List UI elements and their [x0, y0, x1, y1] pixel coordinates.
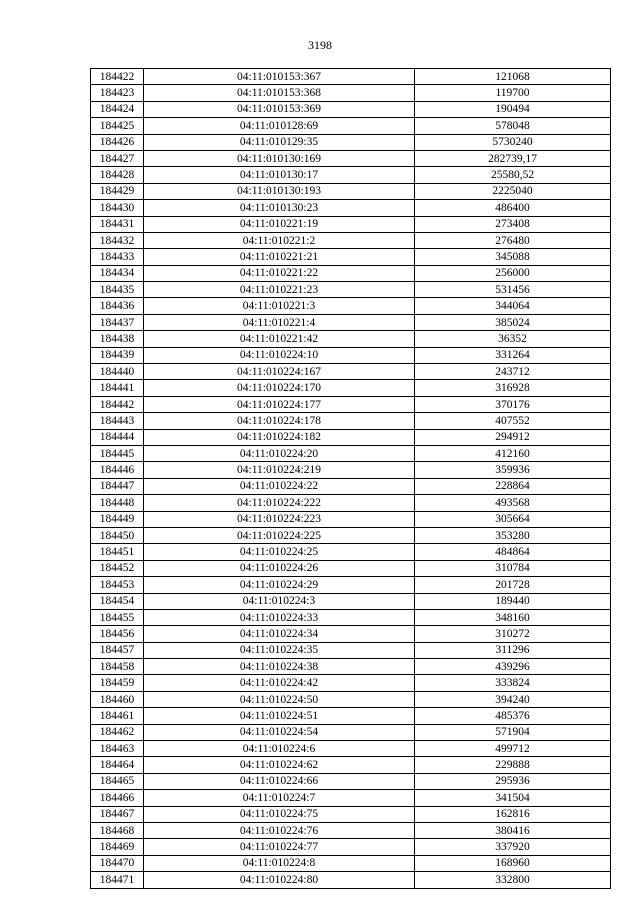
table-row: [91, 331, 611, 347]
cadastral-number-cell: 04:11:010224:222: [144, 495, 415, 511]
cadastral-number-cell: 04:11:010224:167: [144, 364, 415, 380]
cadastral-number-cell: 04:11:010224:225: [144, 527, 415, 543]
cadastral-number-cell: 04:11:010130:17: [144, 167, 415, 183]
table-row: [91, 445, 611, 461]
row-number-cell: 184447: [91, 478, 144, 494]
table-row: [91, 609, 611, 625]
table-row: [91, 462, 611, 478]
table-row: [91, 413, 611, 429]
cadastral-number-cell: 04:11:010130:193: [144, 183, 415, 199]
table-row: [91, 577, 611, 593]
cadastral-number-cell: 04:11:010224:170: [144, 380, 415, 396]
row-number-cell: 184441: [91, 380, 144, 396]
value-cell: 295936: [415, 773, 611, 789]
table-row: [91, 511, 611, 527]
value-cell: 229888: [415, 757, 611, 773]
table-row: [91, 216, 611, 232]
value-cell: 333824: [415, 675, 611, 691]
row-number-cell: 184454: [91, 593, 144, 609]
page-number: 3198: [308, 38, 332, 52]
value-cell: 531456: [415, 282, 611, 298]
table-row: [91, 150, 611, 166]
row-number-cell: 184455: [91, 609, 144, 625]
value-cell: 370176: [415, 396, 611, 412]
value-cell: 162816: [415, 806, 611, 822]
table-row: [91, 380, 611, 396]
value-cell: 486400: [415, 200, 611, 216]
table-row: [91, 347, 611, 363]
value-cell: 345088: [415, 249, 611, 265]
cadastral-number-cell: 04:11:010224:77: [144, 839, 415, 855]
row-number-cell: 184427: [91, 150, 144, 166]
value-cell: 332800: [415, 872, 611, 888]
value-cell: 485376: [415, 708, 611, 724]
value-cell: 310272: [415, 626, 611, 642]
table-row: [91, 773, 611, 789]
row-number-cell: 184428: [91, 167, 144, 183]
value-cell: 273408: [415, 216, 611, 232]
value-cell: 2225040: [415, 183, 611, 199]
value-cell: 385024: [415, 314, 611, 330]
row-number-cell: 184462: [91, 724, 144, 740]
cadastral-number-cell: 04:11:010224:3: [144, 593, 415, 609]
cadastral-number-cell: 04:11:010224:182: [144, 429, 415, 445]
table-row: [91, 806, 611, 822]
row-number-cell: 184464: [91, 757, 144, 773]
cadastral-number-cell: 04:11:010221:19: [144, 216, 415, 232]
table-body: [91, 69, 611, 889]
value-cell: 407552: [415, 413, 611, 429]
cadastral-number-cell: 04:11:010224:54: [144, 724, 415, 740]
row-number-cell: 184459: [91, 675, 144, 691]
table-row: [91, 675, 611, 691]
value-cell: 243712: [415, 364, 611, 380]
row-number-cell: 184430: [91, 200, 144, 216]
table-row: [91, 282, 611, 298]
cadastral-number-cell: 04:11:010224:178: [144, 413, 415, 429]
value-cell: 5730240: [415, 134, 611, 150]
value-cell: 353280: [415, 527, 611, 543]
table-row: [91, 364, 611, 380]
cadastral-number-cell: 04:11:010221:21: [144, 249, 415, 265]
cadastral-number-cell: 04:11:010153:367: [144, 69, 415, 85]
cadastral-number-cell: 04:11:010128:69: [144, 118, 415, 134]
cadastral-number-cell: 04:11:010224:50: [144, 691, 415, 707]
value-cell: 316928: [415, 380, 611, 396]
cadastral-number-cell: 04:11:010224:51: [144, 708, 415, 724]
table-row: [91, 101, 611, 117]
value-cell: 578048: [415, 118, 611, 134]
row-number-cell: 184446: [91, 462, 144, 478]
value-cell: 493568: [415, 495, 611, 511]
cadastral-number-cell: 04:11:010221:42: [144, 331, 415, 347]
table-row: [91, 757, 611, 773]
cadastral-number-cell: 04:11:010224:75: [144, 806, 415, 822]
row-number-cell: 184458: [91, 659, 144, 675]
cadastral-number-cell: 04:11:010224:177: [144, 396, 415, 412]
table-row: [91, 626, 611, 642]
row-number-cell: 184453: [91, 577, 144, 593]
cadastral-number-cell: 04:11:010221:22: [144, 265, 415, 281]
table-row: [91, 724, 611, 740]
row-number-cell: 184468: [91, 822, 144, 838]
row-number-cell: 184448: [91, 495, 144, 511]
cadastral-number-cell: 04:11:010153:369: [144, 101, 415, 117]
value-cell: 201728: [415, 577, 611, 593]
row-number-cell: 184425: [91, 118, 144, 134]
value-cell: 311296: [415, 642, 611, 658]
table-row: [91, 314, 611, 330]
table-row: [91, 200, 611, 216]
value-cell: 380416: [415, 822, 611, 838]
cadastral-number-cell: 04:11:010130:23: [144, 200, 415, 216]
row-number-cell: 184444: [91, 429, 144, 445]
row-number-cell: 184445: [91, 445, 144, 461]
value-cell: 276480: [415, 232, 611, 248]
table-row: [91, 708, 611, 724]
cadastral-number-cell: 04:11:010221:4: [144, 314, 415, 330]
row-number-cell: 184424: [91, 101, 144, 117]
cadastral-number-cell: 04:11:010224:42: [144, 675, 415, 691]
table-row: [91, 741, 611, 757]
table-row: [91, 232, 611, 248]
table-row: [91, 118, 611, 134]
value-cell: 228864: [415, 478, 611, 494]
table-row: [91, 659, 611, 675]
row-number-cell: 184423: [91, 85, 144, 101]
table-row: [91, 872, 611, 888]
table-row: [91, 495, 611, 511]
table-row: [91, 560, 611, 576]
cadastral-number-cell: 04:11:010224:80: [144, 872, 415, 888]
value-cell: 189440: [415, 593, 611, 609]
row-number-cell: 184452: [91, 560, 144, 576]
row-number-cell: 184465: [91, 773, 144, 789]
cadastral-number-cell: 04:11:010224:6: [144, 741, 415, 757]
table-row: [91, 544, 611, 560]
row-number-cell: 184449: [91, 511, 144, 527]
value-cell: 337920: [415, 839, 611, 855]
value-cell: 439296: [415, 659, 611, 675]
cadastral-number-cell: 04:11:010224:20: [144, 445, 415, 461]
value-cell: 394240: [415, 691, 611, 707]
row-number-cell: 184432: [91, 232, 144, 248]
value-cell: 305664: [415, 511, 611, 527]
value-cell: 341504: [415, 790, 611, 806]
cadastral-number-cell: 04:11:010224:35: [144, 642, 415, 658]
row-number-cell: 184440: [91, 364, 144, 380]
value-cell: 348160: [415, 609, 611, 625]
value-cell: 412160: [415, 445, 611, 461]
row-number-cell: 184442: [91, 396, 144, 412]
cadastral-number-cell: 04:11:010129:35: [144, 134, 415, 150]
table-row: [91, 822, 611, 838]
row-number-cell: 184469: [91, 839, 144, 855]
cadastral-number-cell: 04:11:010224:219: [144, 462, 415, 478]
row-number-cell: 184457: [91, 642, 144, 658]
value-cell: 121068: [415, 69, 611, 85]
cadastral-number-cell: 04:11:010224:223: [144, 511, 415, 527]
table-row: [91, 85, 611, 101]
row-number-cell: 184463: [91, 741, 144, 757]
cadastral-number-cell: 04:11:010221:3: [144, 298, 415, 314]
cadastral-number-cell: 04:11:010224:26: [144, 560, 415, 576]
table-row: [91, 593, 611, 609]
cadastral-number-cell: 04:11:010224:34: [144, 626, 415, 642]
table-row: [91, 249, 611, 265]
table-row: [91, 183, 611, 199]
row-number-cell: 184439: [91, 347, 144, 363]
cadastral-number-cell: 04:11:010130:169: [144, 150, 415, 166]
row-number-cell: 184434: [91, 265, 144, 281]
row-number-cell: 184429: [91, 183, 144, 199]
value-cell: 359936: [415, 462, 611, 478]
value-cell: 571904: [415, 724, 611, 740]
table-row: [91, 839, 611, 855]
cadastral-number-cell: 04:11:010224:8: [144, 855, 415, 871]
cadastral-number-cell: 04:11:010153:368: [144, 85, 415, 101]
row-number-cell: 184443: [91, 413, 144, 429]
value-cell: 484864: [415, 544, 611, 560]
table-row: [91, 265, 611, 281]
value-cell: 25580,52: [415, 167, 611, 183]
row-number-cell: 184456: [91, 626, 144, 642]
cadastral-number-cell: 04:11:010224:10: [144, 347, 415, 363]
cadastral-number-cell: 04:11:010224:66: [144, 773, 415, 789]
row-number-cell: 184466: [91, 790, 144, 806]
value-cell: 282739,17: [415, 150, 611, 166]
row-number-cell: 184437: [91, 314, 144, 330]
cadastral-number-cell: 04:11:010224:62: [144, 757, 415, 773]
value-cell: 344064: [415, 298, 611, 314]
value-cell: 190494: [415, 101, 611, 117]
row-number-cell: 184470: [91, 855, 144, 871]
row-number-cell: 184460: [91, 691, 144, 707]
row-number-cell: 184436: [91, 298, 144, 314]
row-number-cell: 184433: [91, 249, 144, 265]
row-number-cell: 184461: [91, 708, 144, 724]
row-number-cell: 184467: [91, 806, 144, 822]
value-cell: 168960: [415, 855, 611, 871]
table-row: [91, 855, 611, 871]
row-number-cell: 184471: [91, 872, 144, 888]
cadastral-number-cell: 04:11:010224:38: [144, 659, 415, 675]
row-number-cell: 184438: [91, 331, 144, 347]
cadastral-number-cell: 04:11:010224:25: [144, 544, 415, 560]
table-row: [91, 429, 611, 445]
value-cell: 331264: [415, 347, 611, 363]
cadastral-number-cell: 04:11:010224:33: [144, 609, 415, 625]
row-number-cell: 184435: [91, 282, 144, 298]
cadastral-number-cell: 04:11:010221:23: [144, 282, 415, 298]
table-row: [91, 134, 611, 150]
cadastral-number-cell: 04:11:010224:29: [144, 577, 415, 593]
table-row: [91, 642, 611, 658]
value-cell: 36352: [415, 331, 611, 347]
cadastral-number-cell: 04:11:010224:7: [144, 790, 415, 806]
cadastral-number-cell: 04:11:010224:76: [144, 822, 415, 838]
value-cell: 294912: [415, 429, 611, 445]
value-cell: 499712: [415, 741, 611, 757]
row-number-cell: 184451: [91, 544, 144, 560]
value-cell: 256000: [415, 265, 611, 281]
row-number-cell: 184422: [91, 69, 144, 85]
value-cell: 119700: [415, 85, 611, 101]
table-row: [91, 478, 611, 494]
table-row: [91, 790, 611, 806]
row-number-cell: 184450: [91, 527, 144, 543]
value-cell: 310784: [415, 560, 611, 576]
row-number-cell: 184426: [91, 134, 144, 150]
cadastral-number-cell: 04:11:010221:2: [144, 232, 415, 248]
table-row: [91, 69, 611, 85]
cadastral-table: [90, 68, 611, 889]
cadastral-number-cell: 04:11:010224:22: [144, 478, 415, 494]
table-row: [91, 396, 611, 412]
table-row: [91, 691, 611, 707]
table-row: [91, 167, 611, 183]
table-row: [91, 298, 611, 314]
row-number-cell: 184431: [91, 216, 144, 232]
table-row: [91, 527, 611, 543]
